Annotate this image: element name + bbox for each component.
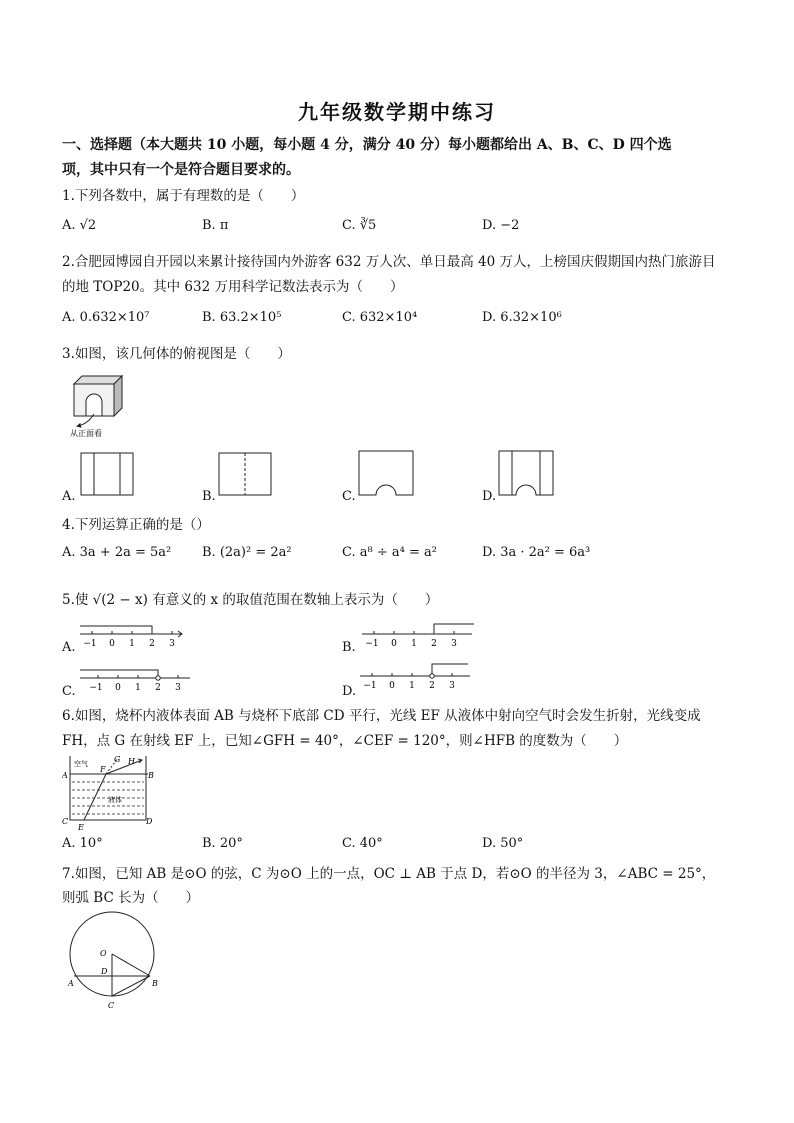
q1-option-c: C. ∛5 [342,218,377,233]
q5-option-d: D. [342,684,357,699]
q3-option-d: D. [482,489,497,504]
q2-option-b: B. 63.2×10⁵ [202,310,282,325]
tick-label: 3 [169,639,175,649]
q5-option-a: A. [62,640,76,655]
q6-option-d: D. 50° [482,836,524,851]
q7-stem-line2: 则弧 BC 长为（ ） [62,890,200,906]
q3-view-caption: 从正面看 [70,429,102,438]
q1-option-d: D. −2 [482,218,520,233]
q3-option-a-figure [80,452,136,498]
q2-stem-line2: 的地 TOP20。其中 632 万用科学记数法表示为（ ） [62,279,404,295]
q5-option-c: C. [62,684,76,699]
q6-label-h: H [128,757,135,766]
q3-option-a: A. [62,489,76,504]
q6-label-b: B [148,771,154,780]
tick-label: 2 [431,639,437,649]
tick-label: 0 [389,681,395,691]
q7-label-c: C [108,1001,115,1010]
page-title: 九年级数学期中练习 [298,100,496,124]
q6-liquid-label: 液体 [108,796,122,804]
q2-option-a: A. 0.632×10⁷ [62,310,150,325]
q3-option-c: C. [342,489,356,504]
q2-option-d: D. 6.32×10⁶ [482,310,562,325]
tick-label: 1 [135,683,141,693]
q4-option-d: D. 3a · 2a² = 6a³ [482,545,591,560]
q5-stem: 5.使 √(2 − x) 有意义的 x 的取值范围在数轴上表示为（ ） [62,592,439,608]
tick-label: 3 [175,683,181,693]
q4-option-a: A. 3a + 2a = 5a² [62,545,172,560]
q6-label-a: A [62,771,68,780]
q5-option-d-numberline [358,660,476,692]
tick-label: 2 [149,639,155,649]
q6-label-e: E [78,823,84,832]
q6-beaker-figure [62,752,156,834]
q6-option-a: A. 10° [62,836,103,851]
q4-stem: 4.下列运算正确的是（） [62,517,210,533]
q6-stem-line2: FH，点 G 在射线 EF 上，已知∠GFH = 40°，∠CEF = 120°，则∠HFB 的度数为（ ） [62,733,628,749]
tick-label: −1 [89,683,103,693]
q1-stem: 1.下列各数中，属于有理数的是（ ） [62,188,305,204]
q7-circle-figure [64,910,164,1012]
tick-label: 1 [129,639,135,649]
tick-label: −1 [83,639,97,649]
tick-label: 2 [155,683,161,693]
q2-stem-line1: 2.合肥园博园自开园以来累计接待国内外游客 632 万人次、单日最高 40 万人，上榜国庆假期国内热门旅游目 [62,254,716,270]
q1-option-b: B. π [202,218,229,233]
q3-option-b: B. [202,489,216,504]
q5-option-c-numberline [78,664,196,694]
tick-label: 1 [411,639,417,649]
tick-label: 2 [429,681,435,691]
q6-label-f: F [100,765,106,774]
tick-label: −1 [363,681,377,691]
tick-label: 0 [115,683,121,693]
q3-option-c-figure [358,450,416,498]
q1-option-a: A. √2 [62,218,97,233]
q2-option-c: C. 632×10⁴ [342,310,418,325]
q6-option-b: B. 20° [202,836,243,851]
q3-solid-figure [64,370,134,438]
tick-label: 3 [449,681,455,691]
q6-label-d: D [146,817,153,826]
tick-label: 0 [109,639,115,649]
tick-label: −1 [365,639,379,649]
tick-label: 3 [451,639,457,649]
q5-option-a-numberline [78,620,188,650]
q6-stem-line1: 6.如图，烧杯内液体表面 AB 与烧杯下底部 CD 平行，光线 EF 从液体中射向空气时会发生折射，光线变成 [62,708,701,724]
q7-label-a: A [68,979,74,988]
q7-stem-line1: 7.如图，已知 AB 是⊙O 的弦，C 为⊙O 上的一点，OC ⊥ AB 于点 D，若⊙O 的半径为 3，∠ABC = 25°， [62,866,716,882]
q3-stem: 3.如图，该几何体的俯视图是（ ） [62,346,291,362]
q7-label-o: O [100,949,107,958]
tick-label: 0 [391,639,397,649]
q5-option-b-numberline [360,620,478,650]
q6-option-c: C. 40° [342,836,383,851]
section-heading-line1: 一、选择题（本大题共 10 小题，每小题 4 分，满分 40 分）每小题都给出 A、B、C、D 四个选 [62,137,672,153]
q6-label-c: C [62,817,69,826]
q6-label-g: G [114,755,121,764]
q7-label-b: B [152,979,158,988]
q3-option-d-figure [498,450,556,498]
section-heading-line2: 项，其中只有一个是符合题目要求的。 [62,162,300,178]
q4-option-c: C. a⁸ ÷ a⁴ = a² [342,545,437,560]
q7-label-d: D [101,967,108,976]
q3-option-b-figure [218,452,274,498]
q4-option-b: B. (2a)² = 2a² [202,545,292,560]
tick-label: 1 [409,681,415,691]
q6-air-label: 空气 [74,760,88,768]
q5-option-b: B. [342,640,356,655]
